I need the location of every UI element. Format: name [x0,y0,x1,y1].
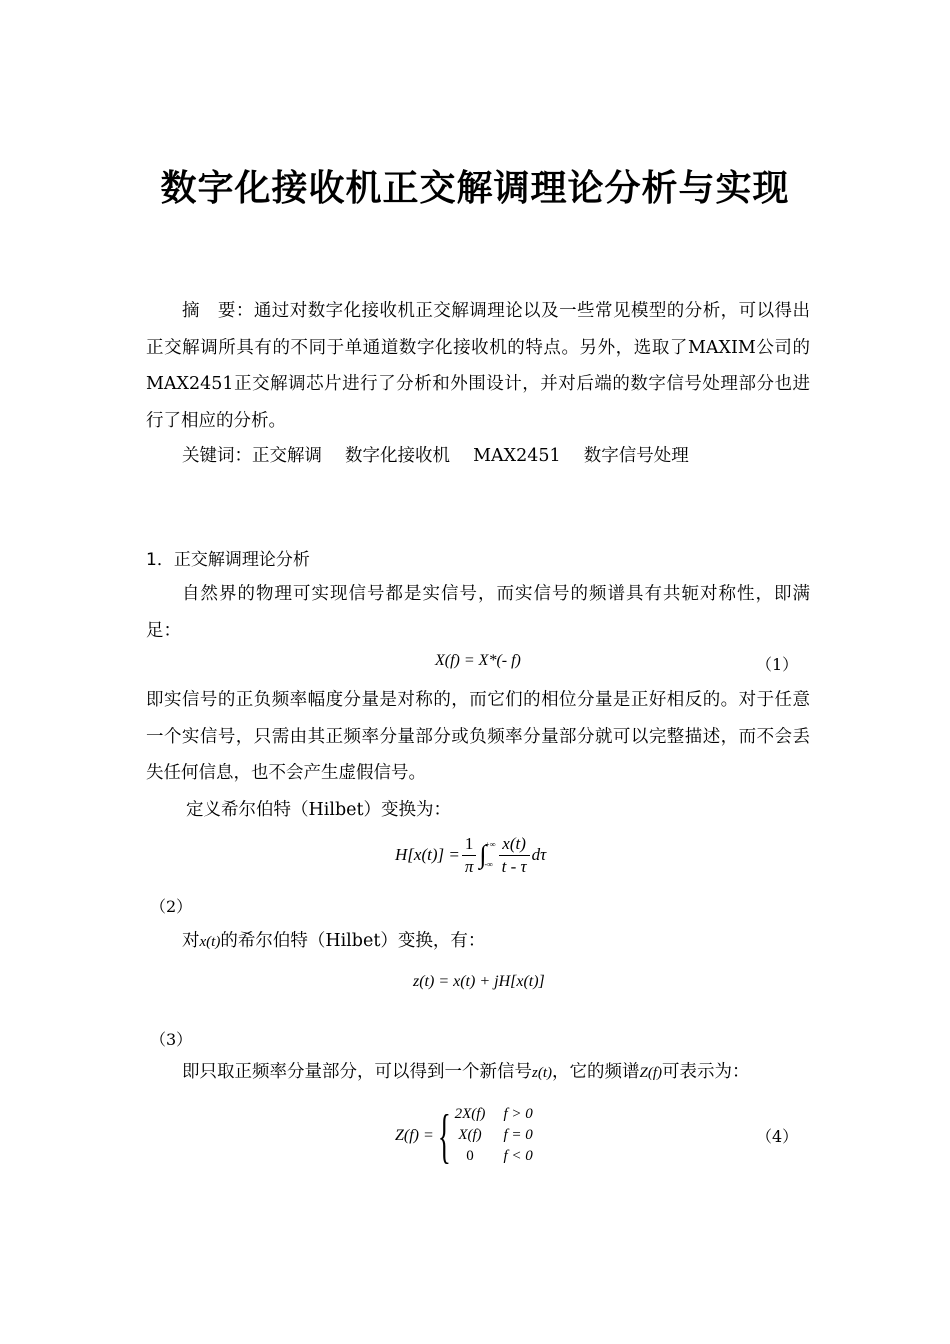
section-paragraph-4 [182,925,485,958]
equation-4 [395,1104,533,1167]
section-paragraph-5 [182,1056,750,1089]
para5-text-b: ，它的频谱 [552,1062,640,1082]
equation-2-lower-limit: -∞ [484,860,493,869]
abstract-paragraph: 摘 要：通过对数字化接收机正交解调理论以及一些常见模型的分析，可以得出正交解调所具有的不同于单通道数字化接收机的特点。另外，选取了MAXIM公司的MAX2451正交解调芯片进行了分析和外围设计，并对后端的数字信号处理部分也进行了相应的分析。 [146,301,810,431]
equation-1 [435,652,521,670]
equation-2-frac-numerator: 1 [462,834,477,856]
keywords-line: 关键词：正交解调 数字化接收机 MAX2451 数字信号处理 [182,446,689,466]
equation-2-integral-limits [484,835,495,875]
para5-math-2: Z(f) [639,1065,662,1081]
section-paragraph-1: 自然界的物理可实现信号都是实信号，而实信号的频谱具有共轭对称性，即满足： [146,584,810,641]
section-heading: 1．正交解调理论分析 [146,550,310,570]
case-value: 0 [466,1148,474,1164]
equation-3: z(t) = x(t) + jH[x(t)] [413,973,545,990]
para4-prefix: 对 [182,931,200,951]
left-brace-icon: { [437,1102,451,1169]
integral-sign-icon: ∫ [479,840,487,869]
equation-2 [395,828,546,882]
equation-4-case-row [455,1146,533,1167]
para4-suffix: 的希尔伯特（Hilbet）变换，有： [220,931,486,951]
section-paragraph-3: 定义希尔伯特（Hilbet）变换为： [186,800,452,820]
equation-3-number: （3） [150,1030,193,1049]
case-value: X(f) [458,1127,482,1143]
case-condition: f = 0 [503,1127,533,1143]
equation-1-lhs: X(f) [435,652,460,669]
case-condition: f < 0 [503,1148,533,1164]
equation-1-rhs: = X*(- f) [463,652,521,669]
para5-math-1: z(t) [532,1065,552,1081]
para5-text-a: 即只取正频率分量部分，可以得到一个新信号 [182,1062,532,1082]
case-condition: f > 0 [503,1106,533,1122]
para5-text-c: 可表示为： [662,1062,750,1082]
equation-2-frac-denominator: π [464,856,474,876]
equation-4-case-row [455,1125,533,1146]
equation-2-integrand [499,834,530,877]
equation-2-differential: dτ [531,845,547,864]
equation-4-cases [455,1104,533,1167]
equation-2-integrand-numerator: x(t) [499,834,530,856]
equation-4-case-row [455,1104,533,1125]
para4-math: x(t) [199,934,221,950]
case-value: 2X(f) [454,1106,486,1122]
equation-2-number: （2） [150,897,193,916]
equation-4-number: （4） [756,1127,799,1146]
equation-2-upper-limit: +∞ [484,840,496,849]
equation-2-lhs: H[x(t)] = [395,845,460,864]
equation-2-integral [479,835,495,875]
equation-4-lhs: Z(f) = [395,1126,434,1144]
section-paragraph-2: 即实信号的正负频率幅度分量是对称的，而它们的相位分量是正好相反的。对于任意一个实信号，只需由其正频率分量部分或负频率分量部分就可以完整描述，而不会丢失任何信息，也不会产生虚假信号。 [146,690,810,783]
paper-title: 数字化接收机正交解调理论分析与实现 [160,168,790,209]
equation-2-integrand-denominator: t - τ [501,856,527,876]
equation-1-number: （1） [756,655,799,674]
equation-2-fraction [462,834,477,877]
